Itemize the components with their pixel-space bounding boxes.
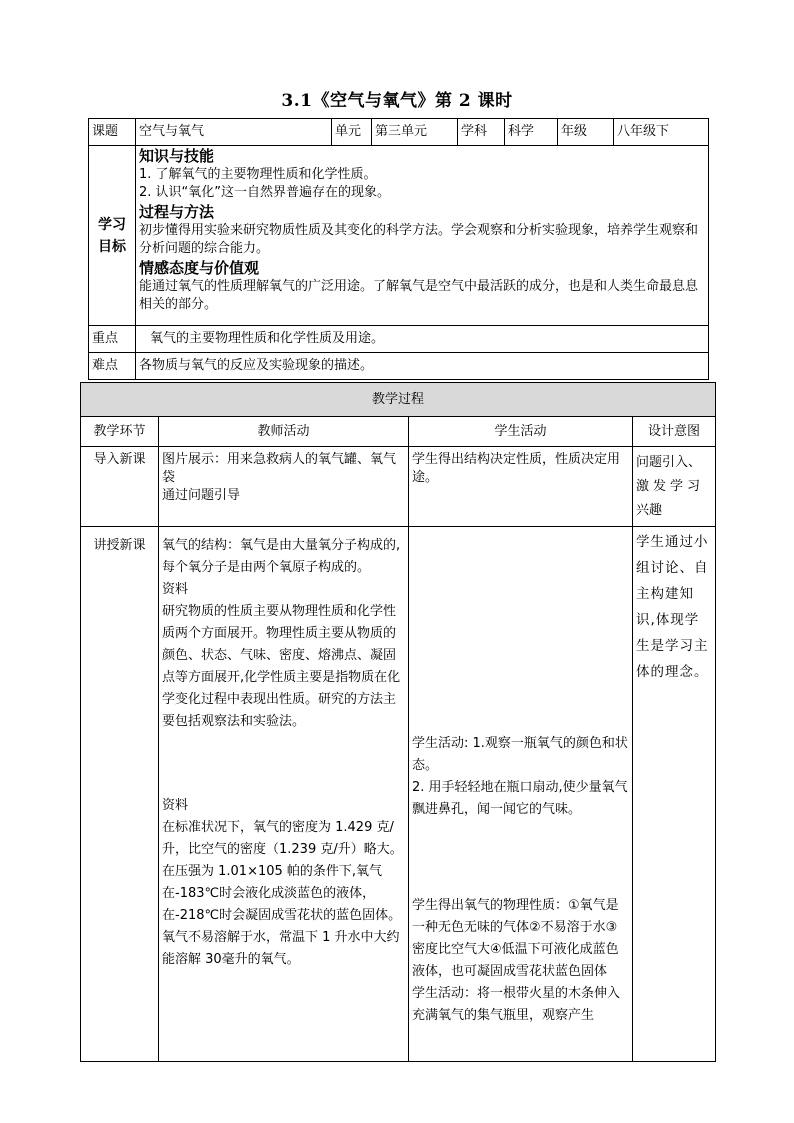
page-title: 3.1《空气与氧气》第 2 课时 — [281, 91, 513, 111]
objectives-content — [136, 146, 709, 326]
intro-intent-3: 兴趣 — [636, 503, 663, 518]
unit-value: 第三单元 — [372, 119, 458, 146]
topic-label: 课题 — [89, 119, 136, 146]
heading-knowledge: 知识与技能 — [139, 147, 215, 165]
student-activity-3: 学生活动：将一根带火星的木条伸入充满氧气的集气瓶里，观察产生 — [412, 986, 621, 1023]
teacher-resource-text-1: 研究物质的性质主要从物理性质和化学性质两个方面展开。物理性质主要从物质的颜色、状态、气味、密度、熔沸点、凝固点等方面展开,化学性质主要是指物质在化学变化过程中表现出性质。研究的方法主要包括观察法和实验法。 — [162, 604, 401, 729]
objectives-label — [89, 146, 136, 326]
key-point-label: 重点 — [89, 326, 136, 353]
process-text: 初步懂得用实验来研究物质性质及其变化的科学方法。学会观察和分析实验现象，培养学生观察和分析问题的综合能力。 — [139, 223, 699, 256]
knowledge-item-2: 2. 认识“氧化”这一自然界普遍存在的现象。 — [139, 185, 391, 200]
process-header: 教学过程 — [81, 383, 716, 417]
teacher-resource-label-2: 资料 — [162, 798, 189, 813]
student-activity-1: 学生活动: 1.观察一瓶氧气的颜色和状态。 — [412, 736, 628, 773]
column-header-student: 学生活动 — [409, 417, 633, 447]
row-new-intent: 学生通过小组讨论、自主构建知识,体现学生是学习主体的理念。 — [633, 527, 716, 1062]
intro-teacher-2: 通过问题引导 — [162, 488, 241, 503]
difficulty-label: 难点 — [89, 353, 136, 380]
teacher-structure: 氧气的结构：氧气是由大量氧分子构成的,每个氧分子是由两个氧原子构成的。 — [162, 538, 401, 575]
key-point-text: 氧气的主要物理性质和化学性质及用途。 — [136, 326, 709, 353]
unit-label: 单元 — [332, 119, 372, 146]
column-header-teacher: 教师活动 — [159, 417, 409, 447]
attitude-text: 能通过氧气的性质理解氧气的广泛用途。了解氧气是空气中最活跃的成分，也是和人类生命最息息相关的部分。 — [139, 279, 699, 312]
grade-value: 八年级下 — [614, 119, 709, 146]
row-intro-student: 学生得出结构决定性质，性质决定用途。 — [409, 447, 633, 527]
row-intro-teacher — [159, 447, 409, 527]
column-header-stage: 教学环节 — [81, 417, 159, 447]
intro-intent-2: 激发学习 — [636, 479, 705, 494]
student-conclusion: 学生得出氧气的物理性质：①氧气是一种无色无味的气体②不易溶于水③密度比空气大④低温下可液化成蓝色液体，也可凝固成雪花状蓝色固体 — [412, 898, 619, 979]
info-table — [88, 118, 709, 380]
row-new-student — [409, 527, 633, 1062]
intro-intent-1: 问题引入、 — [636, 455, 702, 470]
intro-teacher-1: 图片展示：用来急救病人的氧气罐、氧气袋 — [162, 452, 397, 485]
subject-label: 学科 — [458, 119, 505, 146]
heading-process: 过程与方法 — [139, 203, 215, 221]
row-intro-intent — [633, 447, 716, 527]
objectives-label-2: 目标 — [98, 238, 126, 255]
student-activity-2: 2. 用手轻轻地在瓶口扇动,使少量氧气飘进鼻孔，闻一闻它的气味。 — [412, 780, 628, 817]
subject-value: 科学 — [505, 119, 558, 146]
process-table — [80, 382, 716, 1062]
grade-label: 年级 — [558, 119, 614, 146]
row-new-teacher — [159, 527, 409, 1062]
topic-value: 空气与氧气 — [136, 119, 332, 146]
difficulty-text: 各物质与氧气的反应及实验现象的描述。 — [136, 353, 709, 380]
heading-attitude: 情感态度与价值观 — [139, 259, 260, 277]
objectives-label-1: 学习 — [98, 216, 126, 233]
teacher-resource-label-1: 资料 — [162, 582, 189, 597]
column-header-intent: 设计意图 — [633, 417, 716, 447]
teacher-resource-text-2: 在标准状况下，氧气的密度为 1.429 克/升，比空气的密度（1.239 克/升）略大。在压强为 1.01×105 帕的条件下,氧气在-183℃时会液化成淡蓝色的液体，在-218℃时会凝固成雪花状的蓝色固体。氧气不易溶解于水，常温下 1 升水中大约能溶解 30毫升的氧气。 — [162, 820, 403, 967]
knowledge-item-1: 1. 了解氧气的主要物理性质和化学性质。 — [139, 167, 377, 182]
row-new-stage: 讲授新课 — [81, 527, 159, 1062]
row-intro-stage: 导入新课 — [81, 447, 159, 527]
